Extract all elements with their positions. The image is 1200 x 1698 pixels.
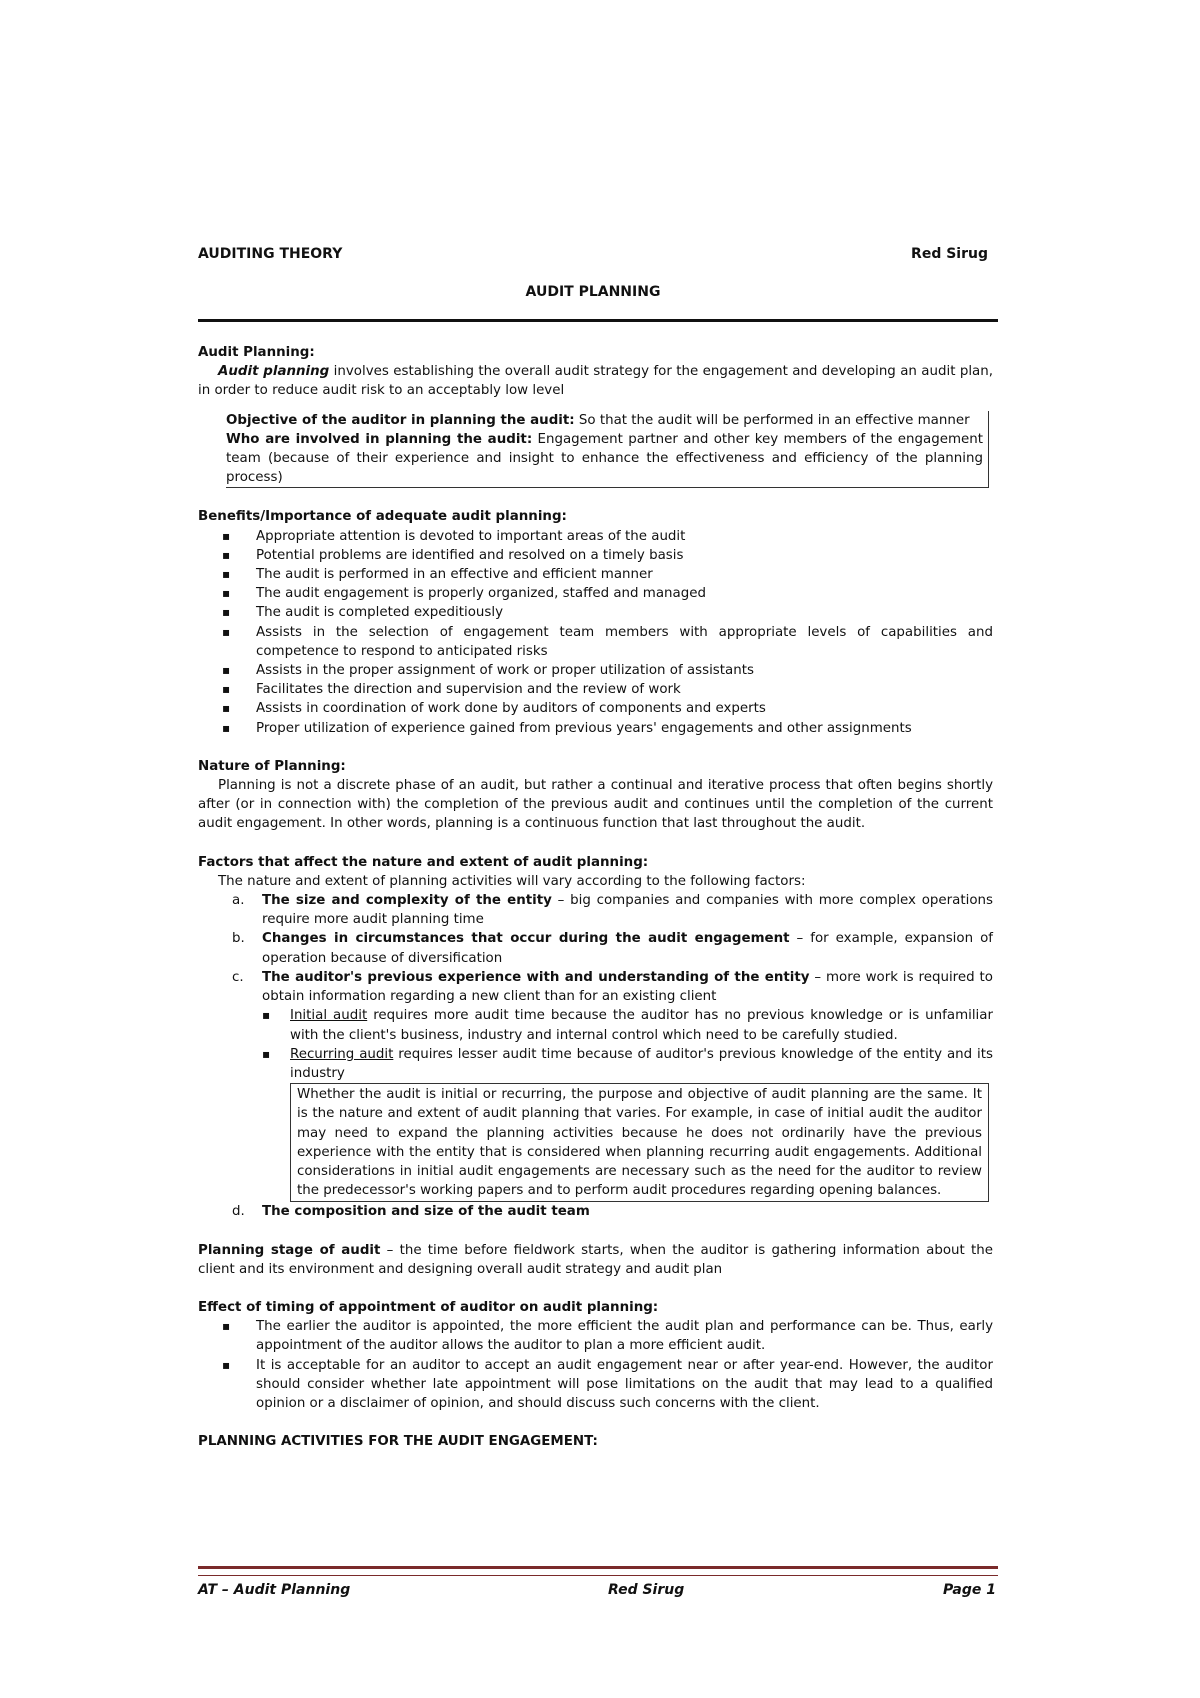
objective-paragraph: Objective of the auditor in planning the audit: So that the audit will be performed in an effective manner bbox=[226, 412, 970, 428]
section-heading-activities: PLANNING ACTIVITIES FOR THE AUDIT ENGAGEMENT: bbox=[198, 1434, 598, 1450]
timing-list bbox=[198, 1317, 993, 1413]
page-header bbox=[198, 246, 988, 262]
benefits-list bbox=[198, 527, 993, 738]
document-body bbox=[198, 343, 993, 1451]
page-footer bbox=[198, 1582, 998, 1598]
footer-title: AT – Audit Planning bbox=[198, 1582, 351, 1598]
title-rule bbox=[198, 319, 998, 322]
footer-author: Red Sirug bbox=[608, 1582, 685, 1598]
audit-type-list bbox=[262, 1006, 993, 1083]
list-item: ▪ It is acceptable for an auditor to accept an audit engagement near or after year-end. However, the auditor should consider whether late appointment will pose limitations on the audit that may lead to a qualified opinion or a disclaimer of opinion, and should discuss such concerns with the client. bbox=[256, 1356, 993, 1414]
list-item: ▪ The audit is performed in an effective and efficient manner bbox=[256, 565, 993, 584]
list-item: ▪ Proper utilization of experience gained from previous years' engagements and other assignments bbox=[256, 719, 993, 738]
defined-term: Audit planning bbox=[218, 364, 330, 380]
header-author: Red Sirug bbox=[911, 246, 988, 262]
list-item: ▪ Assists in coordination of work done by auditors of components and experts bbox=[256, 699, 993, 718]
factors-list bbox=[198, 891, 993, 1221]
footer-rule bbox=[198, 1566, 998, 1576]
list-item: ▪ Assists in the selection of engagement team members with appropriate levels of capabilities and competence to respond to anticipated risks bbox=[256, 623, 993, 661]
list-item: ▪ The audit engagement is properly organized, staffed and managed bbox=[256, 584, 993, 603]
section-heading-benefits: Benefits/Importance of adequate audit planning: bbox=[198, 509, 567, 525]
who-involved-paragraph: Who are involved in planning the audit: Engagement partner and other key members of the engagement team (because of their experience and insight to enhance the effectiveness and efficiency of the planning process) bbox=[226, 431, 984, 486]
document-page bbox=[198, 0, 998, 1698]
section-heading-nature: Nature of Planning: bbox=[198, 758, 346, 774]
list-item: ▪ Facilitates the direction and supervision and the review of work bbox=[256, 680, 993, 699]
list-item: ▪ Initial audit requires more audit time because the auditor has no previous knowledge or is unfamiliar with the client's business, industry and internal control which need to be carefully studied. bbox=[290, 1006, 993, 1044]
initial-vs-recurring-box bbox=[290, 1083, 989, 1202]
section-heading-audit-planning: Audit Planning: bbox=[198, 345, 315, 360]
list-item: ▪ Potential problems are identified and resolved on a timely basis bbox=[256, 546, 993, 565]
list-item: ▪ Appropriate attention is devoted to important areas of the audit bbox=[256, 527, 993, 546]
list-item: a. The size and complexity of the entity – big companies and companies with more complex operations require more audit planning time bbox=[232, 893, 994, 928]
factors-intro: The nature and extent of planning activities will vary according to the following factors: bbox=[218, 873, 806, 889]
nature-paragraph: Planning is not a discrete phase of an audit, but rather a continual and iterative process that often begins shortly after (or in connection with) the completion of the previous audit and continues until the completion of the current audit engagement. In other words, planning is a continuous function that last throughout the audit. bbox=[198, 778, 993, 832]
page-number: Page 1 bbox=[943, 1582, 996, 1598]
list-item: ▪ The audit is completed expeditiously bbox=[256, 603, 993, 622]
audit-planning-definition: Audit planning involves establishing the overall audit strategy for the engagement and developing an audit plan, in order to reduce audit risk to an acceptably low level bbox=[198, 364, 994, 399]
objective-box bbox=[226, 411, 989, 489]
planning-stage-paragraph: Planning stage of audit – the time before fieldwork starts, when the auditor is gathering information about the client and its environment and designing overall audit strategy and audit plan bbox=[198, 1242, 993, 1277]
list-item: ▪ Assists in the proper assignment of work or proper utilization of assistants bbox=[256, 661, 993, 680]
section-heading-timing: Effect of timing of appointment of auditor on audit planning: bbox=[198, 1299, 659, 1315]
box-paragraph: Whether the audit is initial or recurring, the purpose and objective of audit planning are the same. It is the nature and extent of audit planning that varies. For example, in case of initial audit the auditor may need to expand the planning activities because he does not ordinarily have the previous experience with the entity that is considered when planning recurring audit engagements. Additional considerations in initial audit engagements are necessary such as the need for the auditor to review the predecessor's working papers and to perform audit procedures regarding opening balances. bbox=[297, 1087, 982, 1199]
document-title: AUDIT PLANNING bbox=[525, 284, 661, 300]
section-heading-factors: Factors that affect the nature and extent of audit planning: bbox=[198, 854, 649, 870]
list-item: b. Changes in circumstances that occur during the audit engagement – for example, expansion of operation because of diversification bbox=[232, 931, 993, 966]
list-item: c. The auditor's previous experience with and understanding of the entity – more work is required to obtain information regarding a new client than for an existing client ▪ Initial audit requires more audit time because the auditor has no previous knowledge or is unfamiliar with the client's business, industry and internal control which need to be carefully studied. ▪ Recurring audit requires lesser audit time because of auditor's previous knowledge of the entity and its industry Whether the audit is initial or recurring, the purpose and objective of audit planning are the same. It is the nature and extent of audit planning that varies. For example, in case of initial audit the auditor may need to expand the planning activities because he does not ordinarily have the previous experience with the entity that is considered when planning recurring audit engagements. Additional considerations in initial audit engagements are necessary such as the need for the auditor to review the predecessor's working papers and to perform audit procedures regarding opening balances. bbox=[262, 968, 993, 1202]
header-subject: AUDITING THEORY bbox=[198, 246, 343, 262]
list-item: ▪ Recurring audit requires lesser audit time because of auditor's previous knowledge of the entity and its industry bbox=[290, 1045, 993, 1083]
list-item: ▪ The earlier the auditor is appointed, the more efficient the audit plan and performance can be. Thus, early appointment of the auditor allows the auditor to plan a more efficient audit. bbox=[256, 1317, 993, 1355]
list-item: d. The composition and size of the audit team bbox=[232, 1204, 590, 1220]
